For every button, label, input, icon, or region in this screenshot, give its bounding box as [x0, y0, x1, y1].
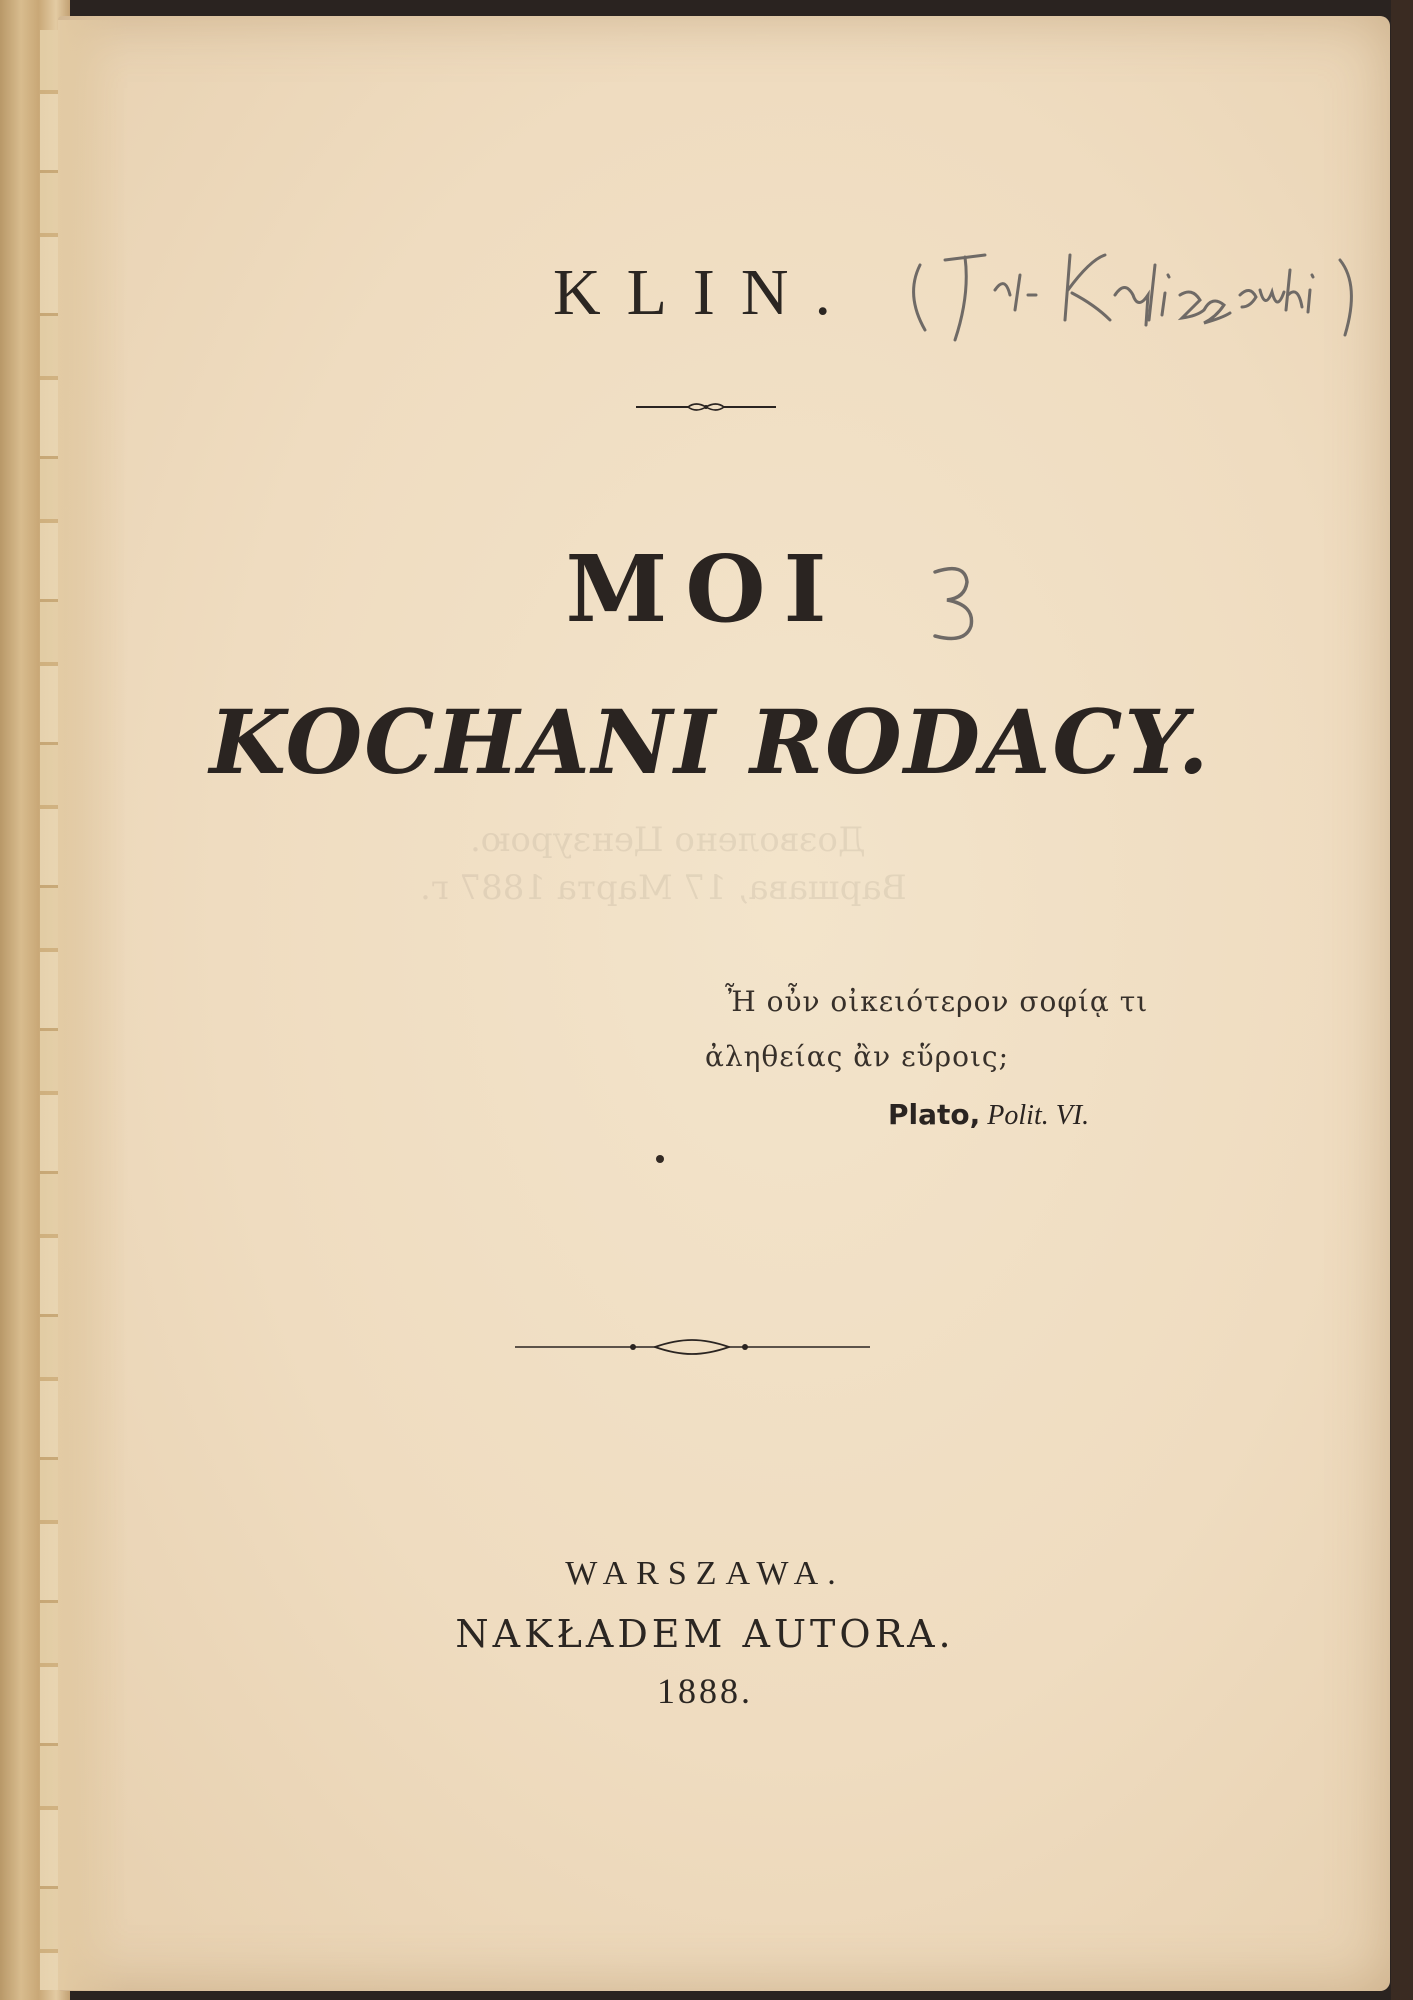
attribution-author: Plato, [888, 1098, 981, 1131]
show-through-line-1: Дозволено Цензурою. [470, 820, 866, 860]
imprint-year: 1888. [657, 1671, 753, 1711]
imprint-city: WARSZAWA. [565, 1555, 845, 1592]
title-line-1: MOI [565, 535, 845, 643]
epigraph-attribution [888, 1098, 1089, 1132]
ornament-divider-top [636, 400, 776, 414]
epigraph-line-2: ἀληθείας ἂν εὕροις; [705, 1040, 1010, 1073]
ornament-divider-bottom [515, 1336, 870, 1358]
epigraph-line-1: Ἦ οὖν οἰκειότερον σοφίᾳ τι [725, 985, 1149, 1018]
show-through-line-2: Варшава, 17 Марта 1887 г. [420, 868, 907, 908]
imprint-publisher: NAKŁADEM AUTORA. [455, 1612, 955, 1656]
handwritten-signature [900, 235, 1375, 355]
pencil-mark-3 [925, 560, 985, 645]
title-line-2: KOCHANI RODACY. [209, 690, 1211, 794]
ink-dot [656, 1155, 664, 1163]
author-name: KLIN. [552, 256, 858, 329]
attribution-work: Polit. VI. [987, 1100, 1090, 1131]
